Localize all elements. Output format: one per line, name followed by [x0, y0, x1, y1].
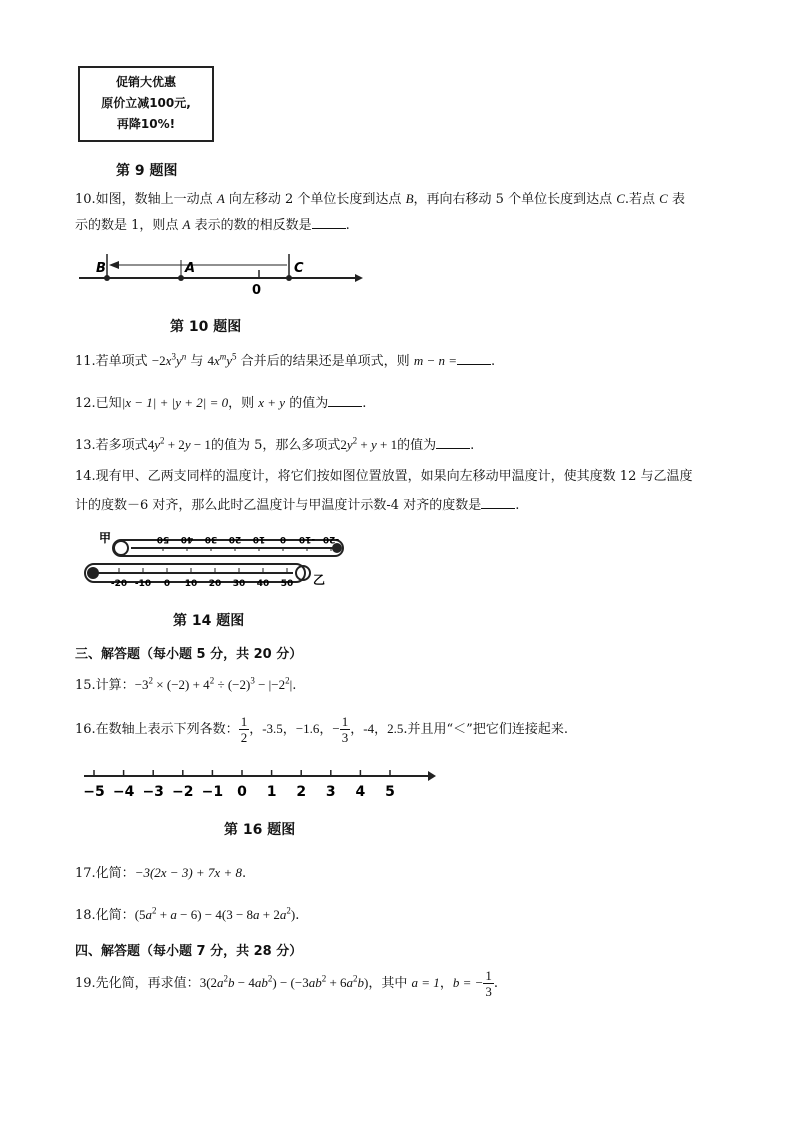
fig10-caption: 第 10 题图: [170, 319, 242, 335]
q12-line: 12.已知|x − 1| + |y + 2| = 0，则 x + y 的值为 .: [75, 395, 367, 411]
q19-frac-third: $\frac{1}{3}$: [485, 968, 492, 999]
section-3-title: 三、解答题（每小题 5 分，共 20 分）: [75, 647, 303, 662]
fig14-caption: 第 14 题图: [173, 613, 245, 629]
fig14-jia-tick-label: 20: [228, 534, 242, 544]
fig16-tick-label: −4: [112, 784, 135, 800]
fig16-tick-label: 4: [355, 784, 366, 800]
fig16-tick-label: −3: [142, 784, 164, 800]
q10-line1: 10.如图，数轴上一动点 A 向左移动 2 个单位长度到达点 B，再向右移动 5 个单位长度到达点 C.若点 C 表: [75, 191, 685, 207]
fig14-yi-tick-label: 40: [256, 579, 270, 589]
fig14-jia-tick-label: -10: [298, 534, 316, 544]
promo-line-1: 促销大优惠: [115, 75, 176, 89]
fig14-yi-tick-label: 30: [232, 579, 246, 589]
fig16-tick-label: −2: [172, 784, 194, 800]
fig16-tick-label: 5: [385, 784, 395, 800]
fig14-yi-tick-label: -10: [134, 579, 152, 589]
fig14-label-yi: 乙: [313, 573, 326, 587]
q17-line: 17.化简：−3(2x − 3) + 7x + 8.: [75, 865, 247, 881]
fig14-thermometers: [75, 526, 360, 602]
fig9-caption: 第 9 题图: [116, 163, 178, 179]
fig16-tick-label: 2: [296, 784, 307, 800]
q16-frac-half: $\frac{1}{2}$: [240, 714, 248, 745]
q14-line1: 14.现有甲、乙两支同样的温度计，将它们按如图位置放置，如果向左移动甲温度计，使其度数 12 与乙温度: [75, 469, 693, 484]
fig14-jia-tick-label: 40: [180, 534, 194, 544]
promo-line-3: 再降10%!: [116, 117, 176, 131]
fig14-jia-tick-label: 50: [156, 534, 170, 544]
fig10-label-B: B: [96, 261, 106, 276]
q11-line: 11.若单项式 $-2x^3y^n$ 与 $4x^my^5$ 合并后的结果还是单项式，则 m − n = .: [75, 351, 496, 369]
fig16-tick-label: −1: [201, 784, 224, 800]
section-4-title: 四、解答题（每小题 7 分，共 28 分）: [75, 944, 303, 959]
fig14-label-jia: 甲: [99, 531, 112, 545]
promo-line-2: 原价立减100元,: [101, 96, 191, 110]
q10-line2: 示的数是 1，则点 A 表示的数的相反数是 .: [75, 217, 350, 233]
fig16-tick-label: 3: [325, 784, 336, 800]
fig14-jia-tick-label: 0: [279, 534, 287, 544]
q19-line: 19.先化简，再求值：$3(2a^2b - 4ab^2) - (-3ab^2 + 6a^2b)$，其中 a = 1，b = − $\frac{1}{3}$ .: [75, 968, 499, 999]
fig10-label-A: A: [185, 261, 196, 276]
fig14-yi-tick-label: 20: [208, 579, 222, 589]
fig10-label-C: C: [294, 261, 304, 276]
q14-line2: 计的度数－6 对齐，那么此时乙温度计与甲温度计示数-4 对齐的度数是 .: [75, 498, 520, 513]
q13-line: 13.若多项式$4y^2 + 2y - 1$的值为 5，那么多项式$2y^2 + y + 1$的值为 .: [75, 435, 475, 453]
promo-box: [78, 66, 214, 142]
fig16-number-line: [80, 760, 440, 810]
fig10-label-0: 0: [252, 283, 262, 298]
q16-frac-third: $\frac{1}{3}$: [341, 714, 349, 745]
q18-line: 18.化简：$(5a^2 + a - 6) - 4(3 - 8a + 2a^2)$.: [75, 905, 300, 923]
fig16-tick-label: −5: [83, 784, 105, 800]
fig14-yi-tick-label: 0: [163, 579, 171, 589]
fig16-caption: 第 16 题图: [224, 822, 296, 838]
fig14-yi-tick-label: -20: [110, 579, 128, 589]
fig16-tick-label: 0: [237, 784, 247, 800]
q16-line: 16.在数轴上表示下列各数： $\frac{1}{2}$ ，-3.5，−1.6，− $\frac{1}{3}$ ，-4，2.5.并且用“＜”把它们连接起来.: [75, 714, 568, 745]
fig14-jia-tick-label: -20: [322, 534, 340, 544]
fig14-jia-tick-label: 30: [204, 534, 218, 544]
fig16-tick-label: 1: [266, 784, 277, 800]
fig14-yi-tick-label: 10: [184, 579, 198, 589]
fig14-jia-tick-label: 10: [252, 534, 266, 544]
q15-line: 15.计算：$-3^2 \times (-2) + 4^2 \div (-2)^3 - |-2^2|$.: [75, 675, 297, 693]
fig10-number-line: [75, 244, 365, 314]
fig14-yi-tick-label: 50: [280, 579, 294, 589]
